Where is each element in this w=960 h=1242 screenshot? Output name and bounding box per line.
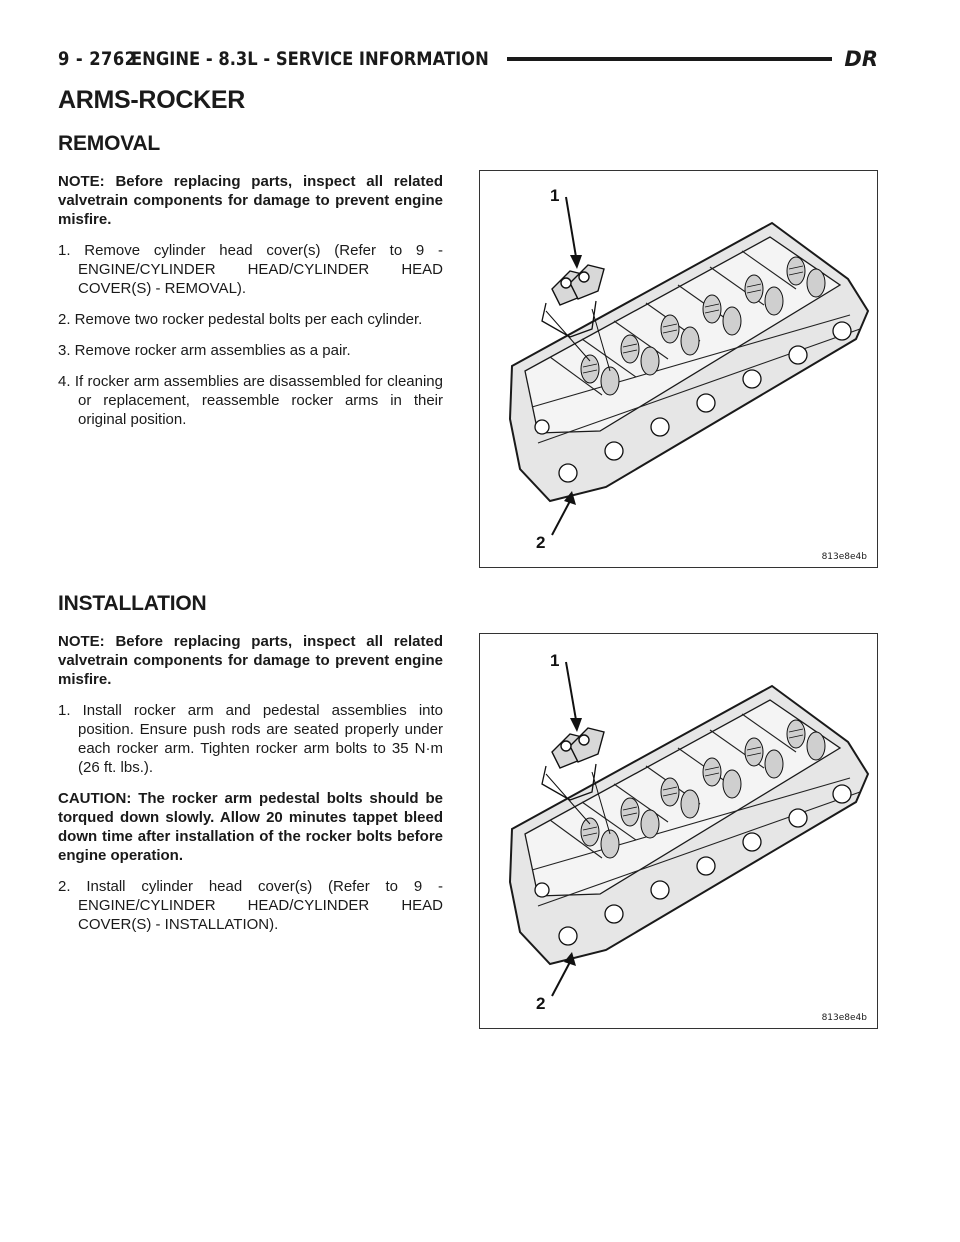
header-rule	[507, 57, 832, 61]
figure-id: 813e8e4b	[821, 1013, 867, 1023]
installation-step-1: 1. Install rocker arm and pedestal assemblies into position. Ensure push rods are seated properly under each rocker arm. Tighten rocker arm bolts to 35 N·m (26 ft. lbs.).	[58, 702, 443, 776]
removal-step-1: 1. Remove cylinder head cover(s) (Refer to 9 - ENGINE/CYLINDER HEAD/CYLINDER HEAD COVER(S) - REMOVAL).	[58, 242, 443, 297]
installation-text	[58, 632, 443, 946]
section-title: ARMS-ROCKER	[58, 86, 245, 114]
installation-note: NOTE: Before replacing parts, inspect all related valvetrain components for damage to prevent engine misfire.	[58, 633, 443, 688]
callout-2: 2	[536, 994, 546, 1013]
removal-text	[58, 172, 443, 441]
header-title: ENGINE - 8.3L - SERVICE INFORMATION	[131, 48, 489, 70]
installation-heading: INSTALLATION	[58, 592, 207, 615]
removal-step-3: 3. Remove rocker arm assemblies as a pair.	[58, 342, 351, 359]
removal-step-2: 2. Remove two rocker pedestal bolts per each cylinder.	[58, 311, 423, 328]
removal-step-4: 4. If rocker arm assemblies are disassembled for cleaning or replacement, reassemble rocker arms in their original position.	[58, 373, 443, 428]
installation-step-2: 2. Install cylinder head cover(s) (Refer to 9 - ENGINE/CYLINDER HEAD/CYLINDER HEAD COVER(S) - INSTALLATION).	[58, 878, 443, 933]
installation-figure	[479, 633, 878, 1029]
removal-note: NOTE: Before replacing parts, inspect all related valvetrain components for damage to prevent engine misfire.	[58, 173, 443, 228]
removal-figure	[479, 170, 878, 568]
callout-1: 1	[550, 651, 560, 670]
callout-2: 2	[536, 533, 546, 552]
page-header	[58, 44, 878, 74]
page-number: 9 - 2762	[58, 48, 137, 70]
cylinder-head-illustration	[480, 634, 877, 1028]
removal-heading: REMOVAL	[58, 132, 161, 155]
header-badge: DR	[844, 47, 878, 71]
cylinder-head-illustration	[480, 171, 877, 567]
installation-caution: CAUTION: The rocker arm pedestal bolts should be torqued down slowly. Allow 20 minutes tappet bleed down time after installation of the rocker bolts before engine operation.	[58, 790, 443, 864]
callout-1: 1	[550, 186, 560, 205]
figure-id: 813e8e4b	[821, 552, 867, 562]
